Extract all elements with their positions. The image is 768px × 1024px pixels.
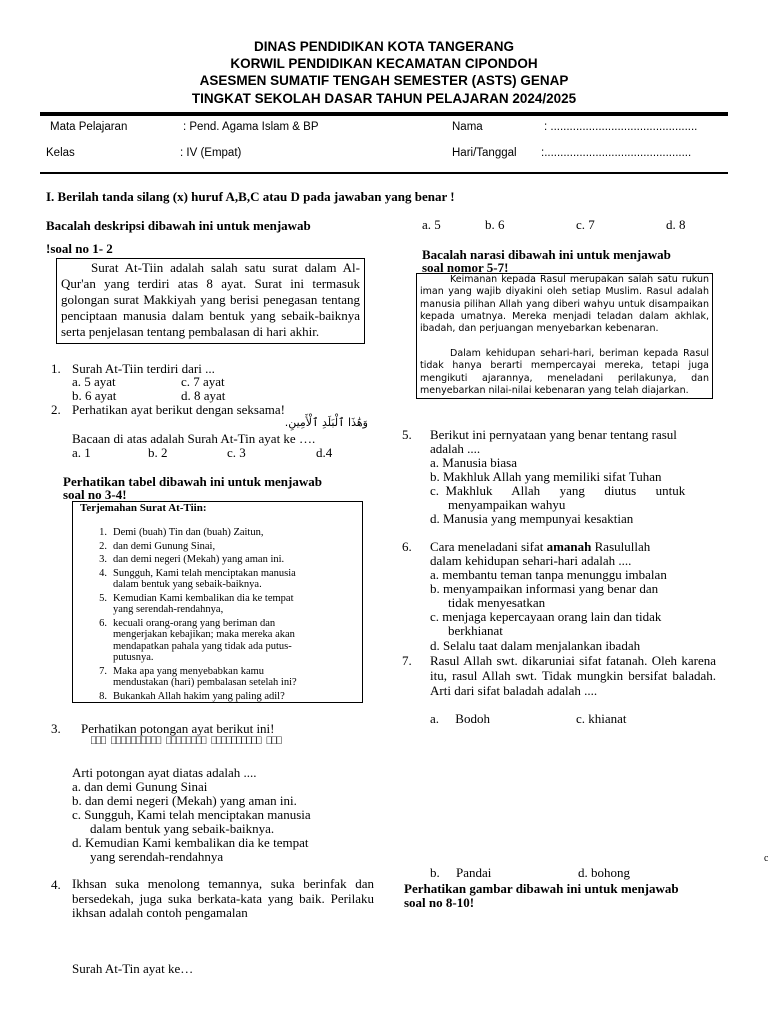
- question-2-arabic-verse: وَهَٰذَا ٱلْبَلَدِ ٱلْأَمِينِ.: [284, 416, 368, 429]
- question-6-text-cont: dalam kehidupan sehari-hari adalah ....: [430, 553, 632, 568]
- question-3-option-a[interactable]: a. dan demi Gunung Sinai: [72, 779, 208, 794]
- class-value: : IV (Empat): [180, 147, 242, 159]
- question-6-text-c: Rasulullah: [591, 539, 651, 554]
- name-field[interactable]: : ..............................................: [544, 121, 698, 133]
- question-4-option-b[interactable]: b. 6: [485, 217, 505, 232]
- question-7-option-a[interactable]: a. Bodoh: [430, 711, 490, 726]
- question-1-option-b[interactable]: b. 6 ayat: [72, 388, 117, 403]
- narration-paragraph-1: Keimanan kepada Rasul merupakan salah satu rukun iman yang wajib diyakini oleh setiap Muslim. Rasul adalah manusia pilihan Allah yang diberi wahyu untuk disampaikan kepada umatnya. Mereka menjadi teladan dalam akhlak, ibadah, dan perjuangan menyebarkan kebenaran.: [420, 274, 709, 335]
- question-5-option-c-cont: menyampaikan wahyu: [448, 497, 566, 512]
- question-5-option-b[interactable]: b. Makhluk Allah yang memiliki sifat Tuhan: [430, 469, 662, 484]
- narration-heading-cont: soal nomor 5-7!: [422, 260, 509, 275]
- question-5-text: Berikut ini pernyataan yang benar tentang rasul: [430, 427, 677, 442]
- question-2-number: 2.: [51, 402, 61, 417]
- question-2-option-c[interactable]: c. 3: [227, 445, 246, 460]
- instruction: I. Berilah tanda silang (x) huruf A,B,C atau D pada jawaban yang benar !: [46, 189, 455, 204]
- question-7-text: Rasul Allah swt. dikaruniai sifat fatanah. Oleh karena itu, rasul Allah swt. Tidak mungkin bersifat baladah. Arti dari sifat baladah adalah ....: [430, 653, 716, 698]
- question-2-option-a[interactable]: a. 1: [72, 445, 91, 460]
- translation-item-text: Kemudian Kami kembalikan dia ke tempat: [113, 592, 294, 604]
- question-5-option-d[interactable]: d. Manusia yang mempunyai kesaktian: [430, 511, 634, 526]
- translation-item-text: mendustakan (hari) pembalasan setelah ini?: [113, 677, 297, 688]
- question-6-text: [430, 539, 650, 554]
- translation-item-text: putusnya.: [113, 652, 154, 663]
- description-heading-cont: !soal no 1- 2: [46, 241, 113, 256]
- header-line-2: KORWIL PENDIDIKAN KECAMATAN CIPONDOH: [230, 56, 538, 71]
- question-4-option-a[interactable]: a. 5: [422, 217, 441, 232]
- question-3-option-d-cont: yang serendah-rendahnya: [90, 849, 224, 864]
- question-4-text-2: Surah At-Tin ayat ke…: [72, 961, 194, 976]
- description-text: Surat At-Tiin adalah salah satu surat dalam Al-Qur'an yang terdiri atas 8 ayat. Surat ini termasuk golongan surat Makkiyah yang berisi penegasan tentang penciptaan manusia dalam bentuk yang sebaik-baiknya serta penjelasan tentang pembalasan di hari akhir.: [61, 260, 360, 339]
- question-6-option-d[interactable]: d. Selalu taat dalam menjalankan ibadah: [430, 638, 641, 653]
- question-3-text: Perhatikan potongan ayat berikut ini!: [81, 721, 275, 736]
- question-3-text-2: Arti potongan ayat diatas adalah ....: [72, 765, 257, 780]
- question-1-option-a[interactable]: a. 5 ayat: [72, 374, 116, 389]
- question-6-number: 6.: [402, 539, 412, 554]
- question-6-option-c[interactable]: c. menjaga kepercayaan orang lain dan tidak: [430, 609, 662, 624]
- translation-table-title: Terjemahan Surat At-Tiin:: [80, 502, 207, 514]
- header-line-1: DINAS PENDIDIKAN KOTA TANGERANG: [253, 39, 514, 54]
- question-3-option-d[interactable]: d. Kemudian Kami kembalikan dia ke tempat: [72, 835, 309, 850]
- table-heading-cont: soal no 3-4!: [63, 487, 127, 502]
- translation-item-number: 4.: [99, 567, 107, 579]
- question-7-option-b[interactable]: b. Pandai: [430, 865, 492, 880]
- header-rule-top: [40, 112, 728, 116]
- question-4-number: 4.: [51, 877, 61, 892]
- question-1-option-d[interactable]: d. 8 ayat: [181, 388, 226, 403]
- translation-table: [72, 501, 363, 703]
- translation-item-number: 5.: [99, 592, 107, 604]
- table-heading: Perhatikan tabel dibawah ini untuk menjawab: [63, 474, 322, 489]
- narration-paragraph-2: Dalam kehidupan sehari-hari, beriman kepada Rasul tidak hanya berarti mempercayai mereka, tetapi juga mengikuti ajarannya, meneladani perilakunya, dan menyebarkan nilai-nilai kebenaran yang telah diajarkan.: [420, 348, 709, 396]
- translation-item-text: Demi (buah) Tin dan (buah) Zaitun,: [113, 527, 264, 538]
- picture-heading: Perhatikan gambar dibawah ini untuk menjawab: [404, 881, 679, 896]
- question-6-option-b-cont: tidak menyesatkan: [448, 595, 546, 610]
- translation-item-text: kecuali orang-orang yang beriman dan: [113, 617, 276, 629]
- question-2-text-2: Bacaan di atas adalah Surah At-Tin ayat ke ….: [72, 431, 316, 446]
- question-4-option-c[interactable]: c. 7: [576, 217, 595, 232]
- picture-heading-cont: soal no 8-10!: [404, 895, 475, 910]
- translation-item-text: mendapatkan pahala yang tidak ada putus-: [113, 640, 292, 652]
- question-6-keyword: amanah: [546, 539, 592, 554]
- translation-item-text: dan demi negeri (Mekah) yang aman ini.: [113, 554, 285, 565]
- name-label: Nama: [452, 121, 483, 133]
- question-6-option-b[interactable]: b. menyampaikan informasi yang benar dan: [430, 581, 659, 596]
- question-5-number: 5.: [402, 427, 412, 442]
- translation-item-number: 1.: [99, 527, 107, 538]
- date-label: Hari/Tanggal: [452, 147, 517, 159]
- header-rule-bottom: [40, 172, 728, 174]
- question-3-option-b[interactable]: b. dan demi negeri (Mekah) yang aman ini.: [72, 793, 297, 808]
- question-4-text: Ikhsan suka menolong temannya, suka berinfak dan bersedekah, juga suka berkata-kata yang baik. Perilaku ikhsan adalah contoh pengamalan: [72, 876, 374, 920]
- question-6-option-c-cont: berkhianat: [448, 623, 503, 638]
- translation-item-text: dalam bentuk yang sebaik-baiknya.: [113, 579, 262, 590]
- translation-item-text: dan demi Gunung Sinai,: [113, 540, 216, 552]
- question-4-option-d[interactable]: d. 8: [666, 217, 686, 232]
- narration-heading: Bacalah narasi dibawah ini untuk menjawab: [422, 247, 671, 262]
- question-7-number: 7.: [402, 653, 412, 668]
- description-box: [56, 258, 365, 344]
- question-7-option-c[interactable]: c. khianat: [576, 711, 627, 726]
- question-3-option-c-cont: dalam bentuk yang sebaik-baiknya.: [90, 821, 275, 836]
- question-5-option-a[interactable]: a. Manusia biasa: [430, 455, 518, 470]
- translation-item-number: 2.: [99, 540, 107, 552]
- translation-item-number: 8.: [99, 690, 107, 702]
- description-heading: Bacalah deskripsi dibawah ini untuk menjawab: [46, 218, 311, 233]
- translation-item-text: Sungguh, Kami telah menciptakan manusia: [113, 567, 296, 579]
- translation-item-text: yang serendah-rendahnya,: [113, 604, 224, 615]
- question-5-option-c[interactable]: c. Makhluk Allah yang diutus untuk: [430, 483, 686, 498]
- question-6-option-a[interactable]: a. membantu teman tanpa menunggu imbalan: [430, 567, 667, 582]
- translation-item-number: 3.: [99, 554, 107, 565]
- translation-item-number: 6.: [99, 617, 107, 629]
- subject-value: : Pend. Agama Islam & BP: [183, 121, 319, 133]
- question-1-number: 1.: [51, 361, 61, 376]
- translation-item-text: mengerjakan kebajikan; maka mereka akan: [113, 629, 295, 640]
- question-1-text: Surah At-Tiin terdiri dari ...: [72, 361, 215, 376]
- subject-label: Mata Pelajaran: [50, 121, 128, 133]
- question-1-option-c[interactable]: c. 7 ayat: [181, 374, 225, 389]
- translation-item-text: Maka apa yang menyebabkan kamu: [113, 665, 265, 677]
- question-2-text: Perhatikan ayat berikut dengan seksama!: [72, 402, 285, 417]
- header-line-4: TINGKAT SEKOLAH DASAR TAHUN PELAJARAN 2024/2025: [191, 91, 577, 106]
- question-2-option-d[interactable]: d.4: [316, 445, 333, 460]
- question-3-number: 3.: [51, 721, 61, 736]
- question-6-text-a: Cara meneladani sifat: [430, 539, 547, 554]
- question-3-option-c[interactable]: c. Sungguh, Kami telah menciptakan manusia: [72, 807, 311, 822]
- question-2-option-b[interactable]: b. 2: [148, 445, 168, 460]
- class-label: Kelas: [46, 147, 75, 159]
- edge-cutoff-char: c: [764, 853, 768, 864]
- header-line-3: ASESMEN SUMATIF TENGAH SEMESTER (ASTS) GENAP: [199, 73, 569, 88]
- translation-item-number: 7.: [99, 665, 107, 677]
- question-5-text-cont: adalah ....: [430, 441, 481, 456]
- translation-item-text: Bukankah Allah hakim yang paling adil?: [113, 690, 285, 702]
- date-field[interactable]: :..............................................: [541, 147, 692, 159]
- question-3-arabic-verse: ⎕⎕⎕ ⎕⎕⎕⎕⎕⎕⎕⎕⎕⎕ ⎕⎕⎕⎕⎕⎕⎕⎕ ⎕⎕⎕⎕⎕⎕⎕⎕⎕⎕ ⎕⎕⎕: [91, 736, 282, 745]
- question-7-option-d[interactable]: d. bohong: [578, 865, 630, 880]
- narration-box: [416, 273, 713, 399]
